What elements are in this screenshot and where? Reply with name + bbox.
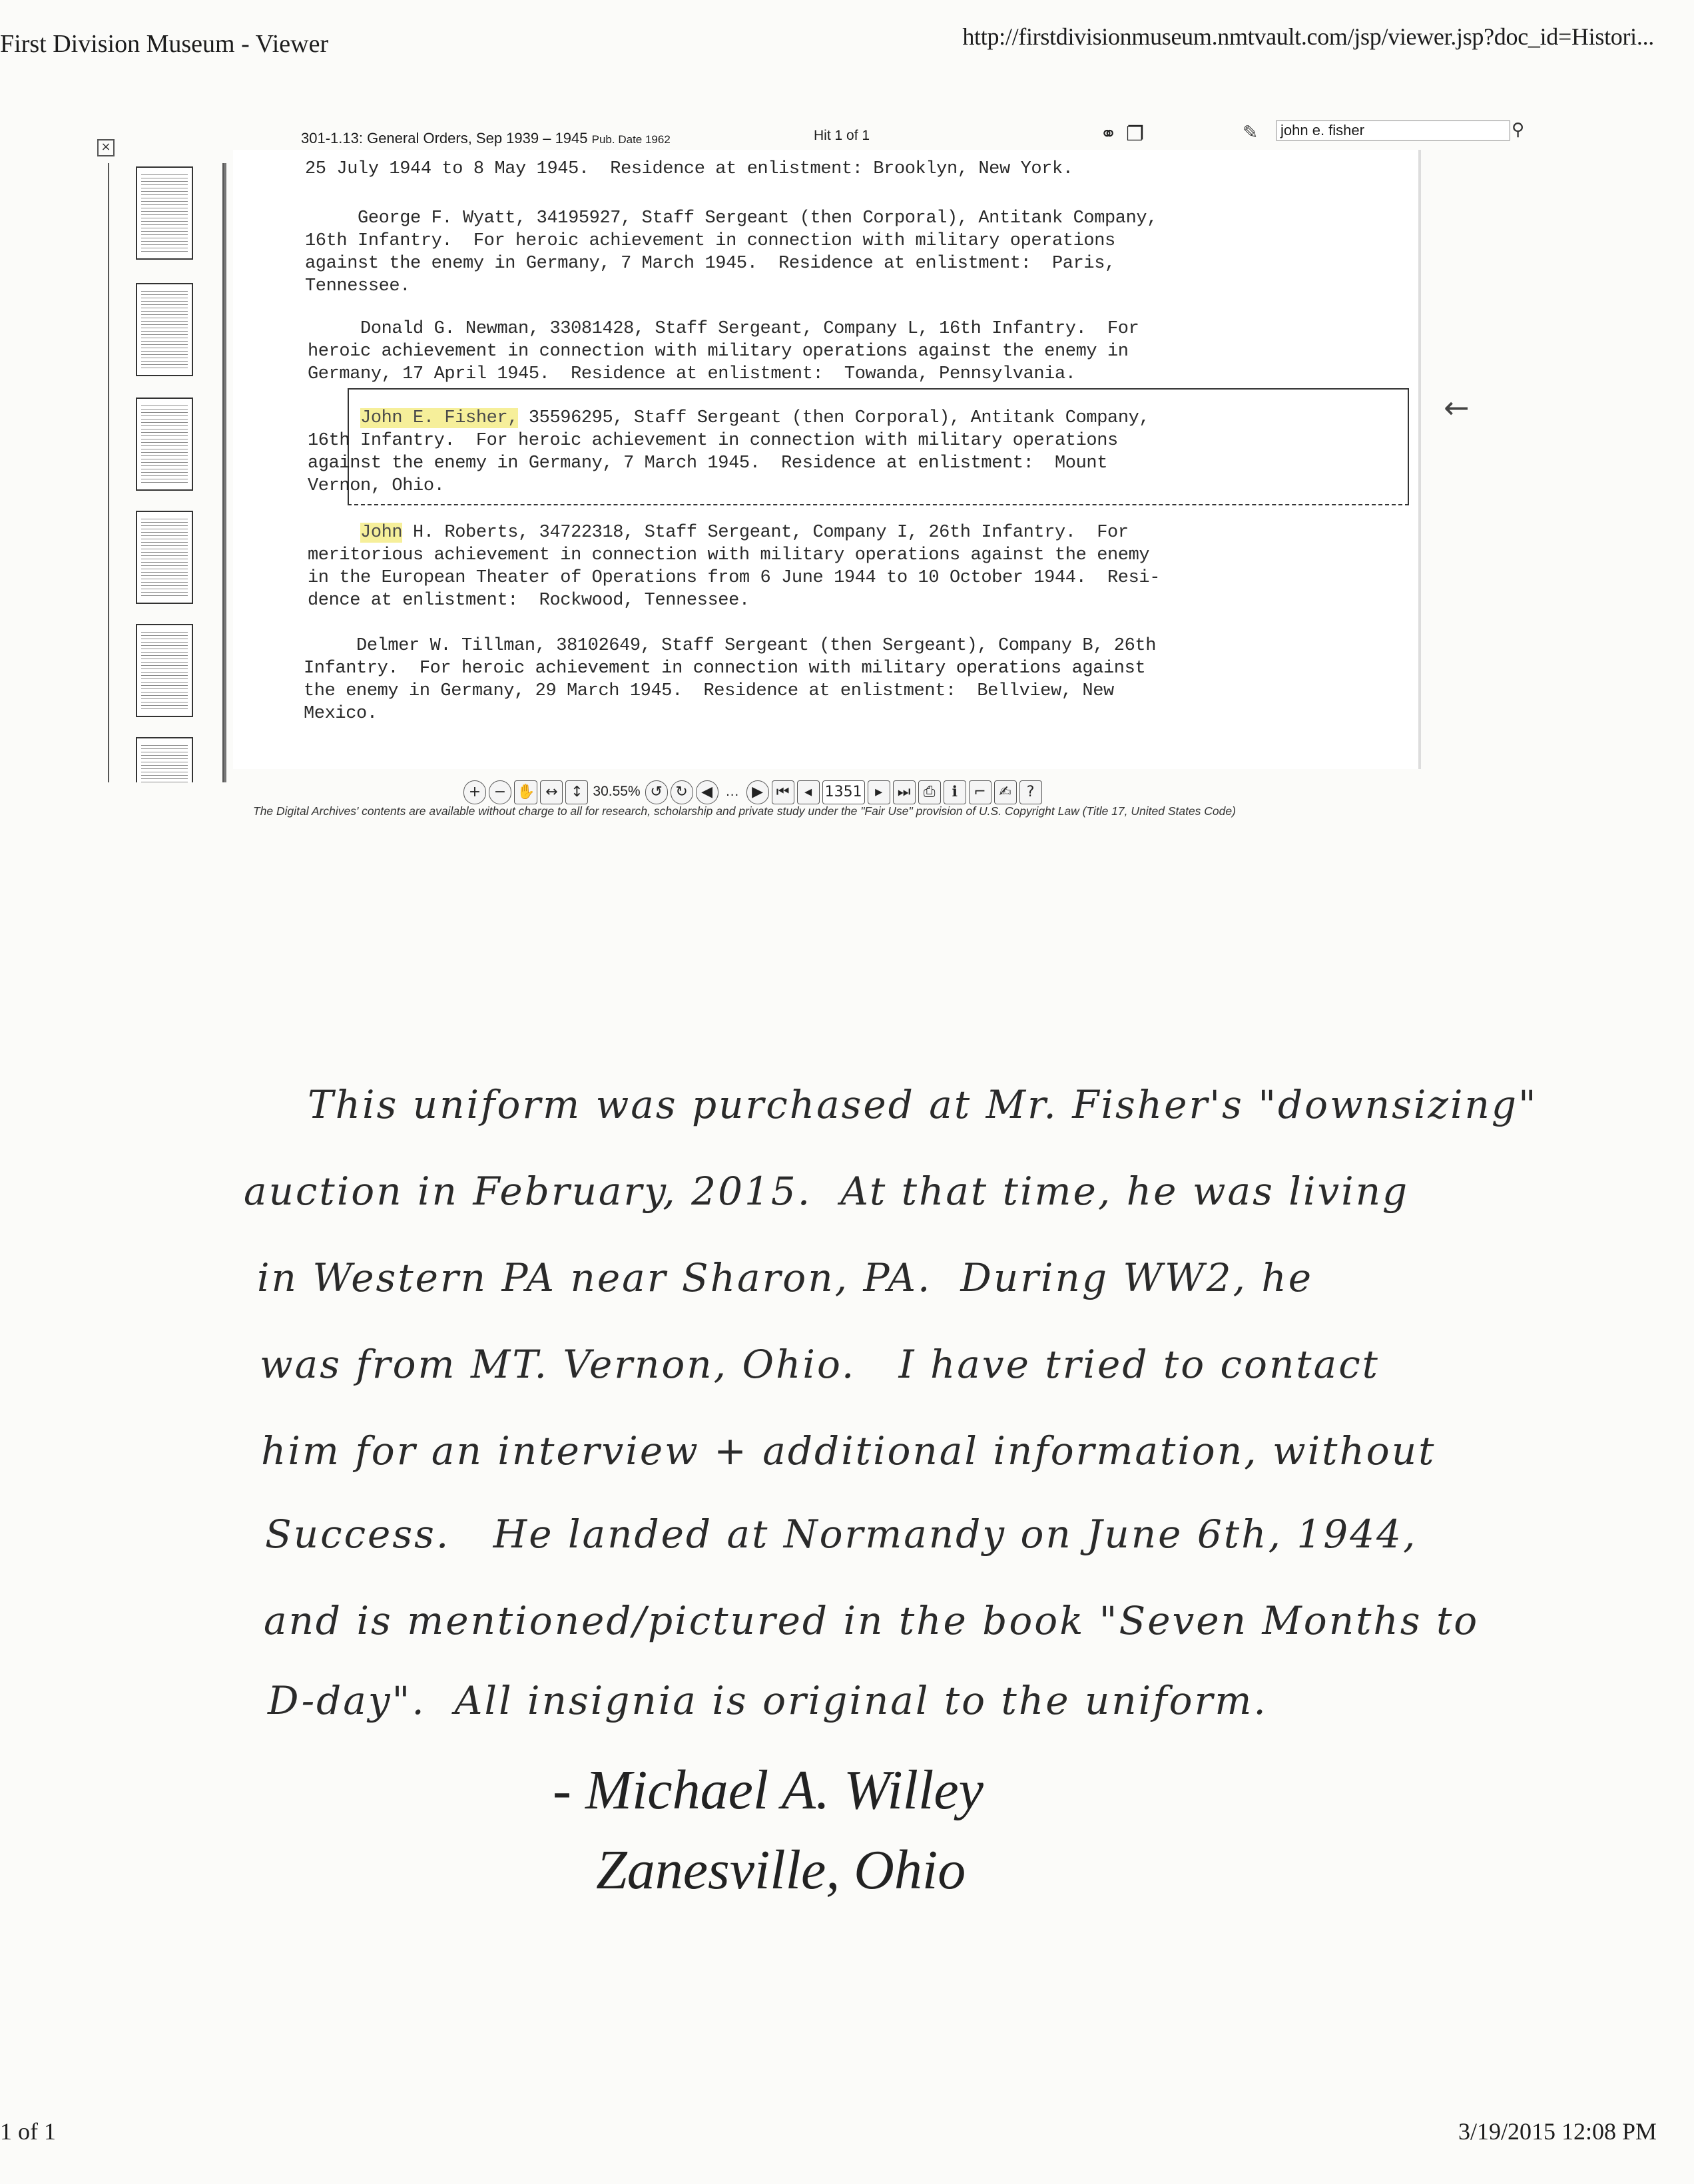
doc-line: Delmer W. Tillman, 38102649, Staff Sergeant (then Sergeant), Company B, 26th (304, 636, 1157, 656)
doc-line: 16th Infantry. For heroic achievement in connection with military operations (308, 431, 1118, 451)
handwritten-line: Success. He landed at Normandy on June 6th, 1944, (265, 1511, 1418, 1557)
rotate-left-button[interactable]: ↺ (645, 780, 668, 804)
search-highlight: John (360, 523, 403, 543)
page-thumbnail[interactable] (136, 283, 193, 376)
zoom-in-button[interactable]: + (463, 780, 486, 804)
print-header-title: First Division Museum - Viewer (0, 30, 329, 58)
print-button[interactable]: ⎙ (918, 780, 941, 804)
search-input[interactable]: john e. fisher (1276, 121, 1510, 140)
handwritten-line: was from MT. Vernon, Ohio. I have tried to contact (260, 1342, 1380, 1387)
handwritten-line: D-day". All insignia is original to the uniform. (268, 1678, 1268, 1723)
page-thumbnail[interactable] (136, 737, 193, 782)
play-button[interactable]: ▶ (746, 780, 769, 804)
doc-line: 25 July 1944 to 8 May 1945. Residence at enlistment: Brooklyn, New York. (305, 159, 1073, 179)
fit-width-button[interactable]: ↔ (540, 780, 563, 804)
print-footer-datetime: 3/19/2015 12:08 PM (1458, 2118, 1657, 2145)
doc-line: Germany, 17 April 1945. Residence at enlistment: Towanda, Pennsylvania. (308, 364, 1076, 384)
last-page-button[interactable]: ⏭ (893, 780, 916, 804)
doc-line: Tennessee. (305, 276, 411, 296)
doc-line: meritorious achievement in connection with military operations against the enemy (308, 545, 1150, 565)
handwritten-line: and is mentioned/pictured in the book "Seven Months to (264, 1598, 1480, 1643)
page-thumbnail[interactable] (136, 511, 193, 604)
copy-icon[interactable]: ❐ (1126, 123, 1145, 146)
page-thumbnail[interactable] (136, 398, 193, 491)
document-title (301, 130, 671, 147)
page-number-input[interactable]: 1351 (822, 780, 865, 804)
signature-place: Zanesville, Ohio (596, 1839, 966, 1901)
document-title-text: 301-1.13: General Orders, Sep 1939 – 1945 (301, 130, 588, 146)
handwritten-line: This uniform was purchased at Mr. Fisher's "downsizing" (308, 1082, 1538, 1127)
pub-date: Pub. Date 1962 (591, 133, 671, 146)
zoom-out-button[interactable]: − (489, 780, 511, 804)
handwritten-line: auction in February, 2015. At that time, he was living (244, 1169, 1410, 1214)
doc-line: Vernon, Ohio. (308, 476, 445, 496)
doc-line: George F. Wyatt, 34195927, Staff Sergeant (then Corporal), Antitank Company, (305, 208, 1158, 228)
doc-line: Infantry. For heroic achievement in connection with military operations against (304, 659, 1146, 679)
annotate-icon[interactable]: ✍ (994, 780, 1017, 804)
print-header-url: http://firstdivisionmuseum.nmtvault.com/jsp/viewer.jsp?doc_id=Histori... (962, 23, 1654, 50)
first-page-button[interactable]: ⏮ (772, 780, 794, 804)
pencil-icon[interactable]: ✎ (1243, 121, 1259, 143)
doc-line: against the enemy in Germany, 7 March 1945. Residence at enlistment: Paris, (305, 254, 1115, 274)
print-footer-page: 1 of 1 (0, 2118, 56, 2145)
doc-line-fisher: John E. Fisher, 35596295, Staff Sergeant (then Corporal), Antitank Company, (360, 408, 1150, 428)
doc-line: Mexico. (304, 704, 378, 724)
zoom-level: 30.55% (593, 784, 641, 799)
doc-line: Donald G. Newman, 33081428, Staff Sergeant, Company L, 16th Infantry. For (308, 319, 1139, 339)
viewer-toolbar (463, 779, 1042, 806)
fair-use-note: The Digital Archives' contents are available without charge to all for research, scholarship and private study under the "Fair Use" provision of U.S. Copyright Law (Title 17, United States Code) (253, 804, 1236, 818)
back-button[interactable]: ◀ (696, 780, 718, 804)
next-page-button[interactable]: ▸ (868, 780, 890, 804)
hit-count: Hit 1 of 1 (814, 128, 870, 143)
doc-line: the enemy in Germany, 29 March 1945. Residence at enlistment: Bellview, New (304, 681, 1114, 701)
thumbnail-scrollbar[interactable] (224, 163, 226, 782)
doc-line: in the European Theater of Operations from 6 June 1944 to 10 October 1944. Resi- (308, 568, 1161, 588)
doc-line: 16th Infantry. For heroic achievement in connection with military operations (305, 231, 1115, 251)
thumbnail-strip[interactable] (108, 163, 224, 782)
prev-page-button[interactable]: ◂ (797, 780, 820, 804)
header-tools (1100, 123, 1153, 146)
doc-line-roberts: John H. Roberts, 34722318, Staff Sergeant, Company I, 26th Infantry. For (360, 523, 1129, 543)
doc-line: dence at enlistment: Rockwood, Tennessee. (308, 591, 750, 611)
link-icon[interactable]: ⚭ (1100, 123, 1117, 146)
crop-icon[interactable]: ⌐ (969, 780, 991, 804)
doc-line: against the enemy in Germany, 7 March 1945. Residence at enlistment: Mount (308, 453, 1108, 473)
close-icon[interactable]: × (97, 139, 115, 156)
search-highlight: John E. Fisher, (360, 408, 519, 428)
doc-line: heroic achievement in connection with military operations against the enemy in (308, 342, 1129, 362)
search-icon[interactable]: ⚲ (1512, 120, 1525, 140)
handwritten-line: him for an interview + additional information, without (261, 1428, 1436, 1474)
page-thumbnail[interactable] (136, 624, 193, 717)
left-arrow-icon: ← (1444, 390, 1470, 425)
help-icon[interactable]: ? (1019, 780, 1042, 804)
info-icon[interactable]: ℹ (944, 780, 966, 804)
fit-height-button[interactable]: ↕ (565, 780, 588, 804)
pan-hand-button[interactable]: ✋ (514, 780, 537, 804)
signature-name: - Michael A. Willey (553, 1759, 984, 1821)
rotate-right-button[interactable]: ↻ (671, 780, 693, 804)
handwritten-line: in Western PA near Sharon, PA. During WW2, he (257, 1255, 1314, 1300)
page-thumbnail[interactable] (136, 166, 193, 260)
separator: … (725, 784, 740, 799)
document-page (233, 150, 1421, 769)
